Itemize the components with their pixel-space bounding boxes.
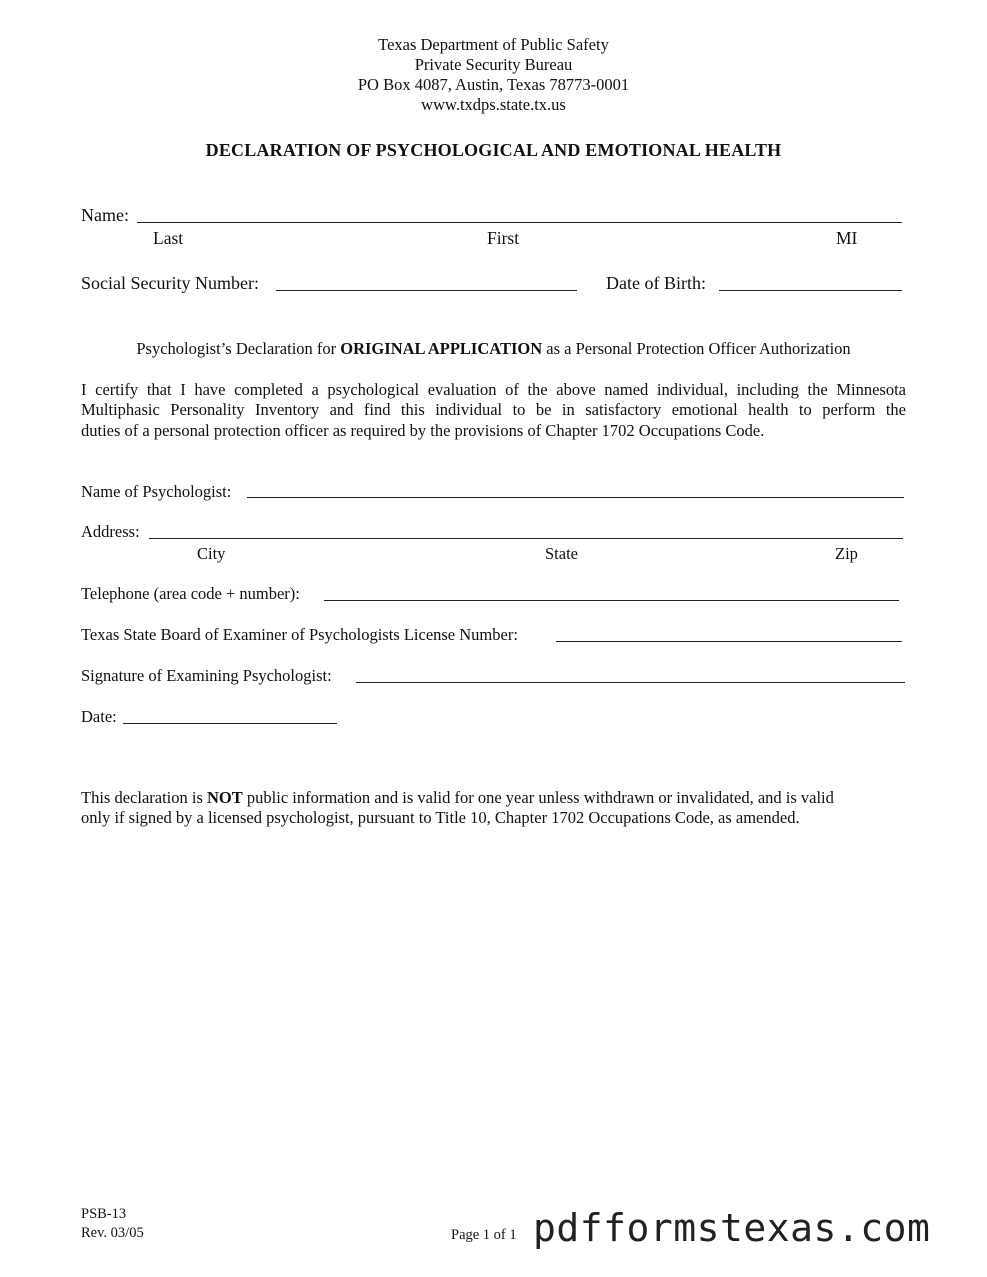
certify-line-1: I certify that I have completed a psychological evaluation of the above named individual, including the Minnesota	[81, 380, 906, 399]
name-sub-last: Last	[153, 228, 184, 248]
agency-address: PO Box 4087, Austin, Texas 78773-0001	[357, 75, 630, 94]
name-sub-first: First	[487, 228, 520, 248]
agency-name: Texas Department of Public Safety	[378, 35, 609, 54]
notice-bold: NOT	[207, 788, 243, 807]
form-title: DECLARATION OF PSYCHOLOGICAL AND EMOTIONAL HEALTH	[205, 140, 782, 160]
name-field[interactable]	[137, 222, 902, 223]
address-sub-state: State	[545, 544, 578, 563]
address-field[interactable]	[149, 538, 903, 539]
address-sub-city: City	[197, 544, 226, 563]
name-label: Name:	[81, 205, 129, 225]
form-number: PSB-13	[81, 1206, 127, 1222]
certify-line-3: duties of a personal protection officer as required by the provisions of Chapter 1702 Occupations Code.	[81, 421, 765, 440]
watermark: pdfformstexas.com	[533, 1206, 931, 1250]
date-label: Date:	[81, 707, 117, 726]
certify-line-2: Multiphasic Personality Inventory and find this individual to be in satisfactory emotional health to perform the	[81, 400, 906, 419]
form-revision: Rev. 03/05	[81, 1225, 144, 1241]
name-sub-mi: MI	[836, 228, 858, 248]
date-field[interactable]	[123, 723, 337, 724]
telephone-label: Telephone (area code + number):	[81, 584, 300, 603]
page-number: Page 1 of 1	[451, 1227, 517, 1243]
agency-website: www.txdps.state.tx.us	[421, 95, 566, 114]
notice-line-2: only if signed by a licensed psychologist, pursuant to Title 10, Chapter 1702 Occupations Code, as amended.	[81, 808, 800, 827]
psychologist-name-label: Name of Psychologist:	[81, 482, 232, 501]
notice-line-1	[81, 788, 834, 808]
ssn-field[interactable]	[276, 290, 577, 291]
address-label: Address:	[81, 522, 140, 541]
license-label: Texas State Board of Examiner of Psychologists License Number:	[81, 625, 518, 644]
psychologist-name-field[interactable]	[247, 497, 904, 498]
declaration-suffix: as a Personal Protection Officer Authorization	[542, 339, 851, 358]
dob-field[interactable]	[719, 290, 902, 291]
declaration-bold: ORIGINAL APPLICATION	[340, 339, 543, 358]
declaration-heading	[0, 339, 987, 359]
license-field[interactable]	[556, 641, 902, 642]
signature-field[interactable]	[356, 682, 905, 683]
address-sub-zip: Zip	[835, 544, 858, 563]
signature-label: Signature of Examining Psychologist:	[81, 666, 332, 685]
declaration-prefix: Psychologist’s Declaration for	[136, 339, 341, 358]
dob-label: Date of Birth:	[606, 273, 706, 293]
bureau-name: Private Security Bureau	[414, 55, 573, 74]
telephone-field[interactable]	[324, 600, 899, 601]
ssn-label: Social Security Number:	[81, 273, 259, 293]
notice-suffix: public information and is valid for one year unless withdrawn or invalidated, and is valid	[242, 788, 834, 807]
notice-prefix: This declaration is	[81, 788, 208, 807]
